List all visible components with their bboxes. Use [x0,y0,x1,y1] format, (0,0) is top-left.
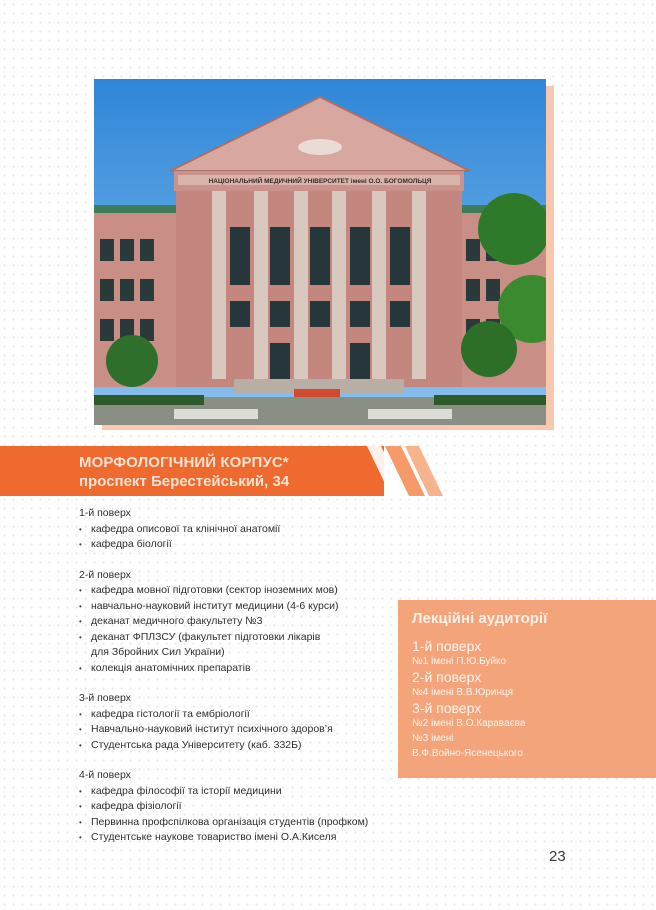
floor-1-block [79,506,409,553]
list-item: • Студентська рада Університету (каб. 332Б) [79,738,409,754]
list-item: • кафедра мовної підготовки (сектор іноземних мов) [79,583,409,599]
floor-2-title: 2-й поверх [79,568,131,581]
facade-inscription: НАЦІОНАЛЬНИЙ МЕДИЧНИЙ УНІВЕРСИТЕТ імені О.О. БОГОМОЛЬЦЯ [208,178,432,185]
list-item: • Первинна профспілкова організація студентів (профком) [79,815,409,831]
list-item: • Навчально-науковий інститут психічного здоров’я [79,722,409,738]
list-item: • навчально-науковий інститут медицини (4-6 курси) [79,599,409,615]
floor-1-title: 1-й поверх [79,507,131,519]
aud-item: №4 імені В.В.Юринця [412,687,514,698]
list-item: • кафедра філософії та історії медицини [79,784,409,800]
aud-item: В.Ф.Войно-Ясенецького [412,748,523,759]
floor-4-title: 4-й поверх [79,769,131,781]
lecture-halls-title: Лекційні аудиторії [412,610,548,627]
aud-floor-1: 1-й поверх [412,638,482,654]
lecture-halls-box [398,600,656,778]
list-item: • колекція анатомічних препаратів [79,661,409,677]
floor-4-block [79,768,409,846]
list-item: • кафедра гістології та ембріології [79,707,409,723]
floor-3-title: 3-й поверх [79,692,131,704]
floor-2-block [79,568,409,677]
page-number: 23 [549,848,566,865]
floor-directory [79,506,409,861]
list-item: • кафедра біології [79,537,409,553]
list-item: • Студентське наукове товариство імені О.А.Киселя [79,830,409,846]
building-photo [94,79,546,425]
aud-floor-3: 3-й поверх [412,700,482,716]
building-address: проспект Берестейський, 34 [79,473,290,490]
list-item: • кафедра описової та клінічної анатомії [79,522,409,538]
aud-item: №1 імені П.Ю.Буйко [412,656,507,667]
list-item: • деканат ФПЛЗСУ (факультет підготовки лікарів для Збройних Сил України) [79,630,326,661]
list-item: • кафедра фізіології [79,799,409,815]
banner-stripes [355,446,445,496]
list-item: • деканат медичного факультету №3 [79,614,409,630]
building-title: МОРФОЛОГІЧНИЙ КОРПУС* [79,454,289,471]
aud-floor-2: 2-й поверх [412,669,482,685]
aud-item: №3 імені [412,733,454,744]
floor-3-block [79,691,409,753]
aud-item: №2 імені В.О.Караваєва [412,718,526,729]
